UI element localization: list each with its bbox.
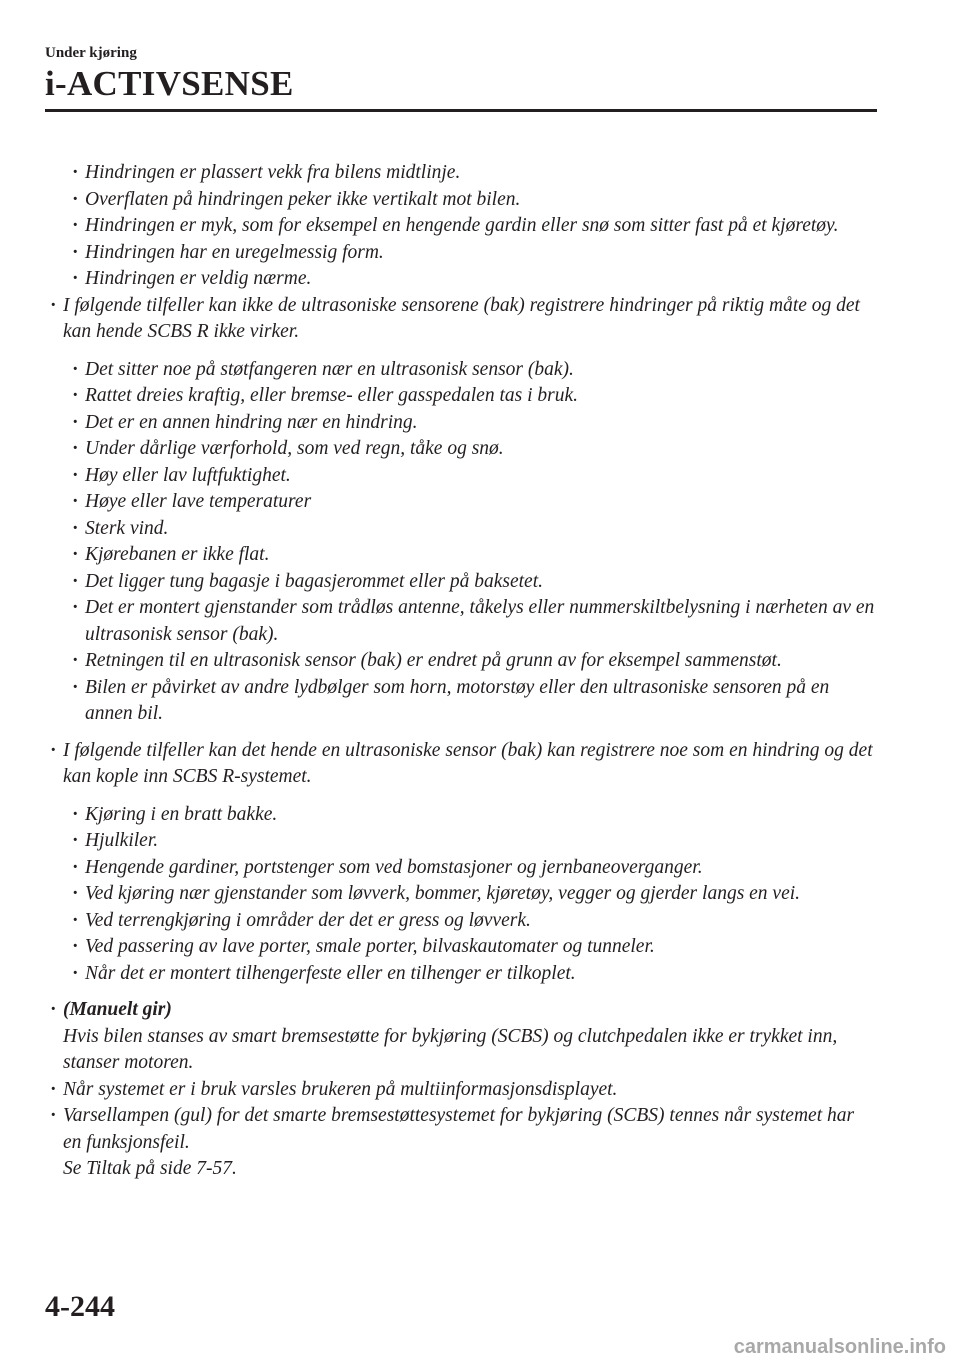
list-item: · Høy eller lav luftfuktighet. [45, 463, 875, 490]
sub-list-1 [45, 160, 875, 293]
bullet-ultrasonic-limitations: · I følgende tilfeller kan ikke de ultrasoniske sensorene (bak) registrere hindringer på riktig måte og det kan hende SCBS R ikke virker. [45, 293, 875, 346]
list-item: · Det er en annen hindring nær en hindring. [45, 410, 875, 437]
list-item: · Hindringen er veldig nærme. [45, 266, 875, 293]
manual-heading: · (Manuelt gir) [63, 999, 172, 1020]
list-item: · Overflaten på hindringen peker ikke vertikalt mot bilen. [45, 187, 875, 214]
page-header [45, 44, 877, 104]
list-item: · Hjulkiler. [45, 828, 875, 855]
list-item: · Ved kjøring nær gjenstander som løvverk, bommer, kjøretøy, vegger og gjerder langs en vei. [45, 881, 875, 908]
list-item: · Ved terrengkjøring i områder der det er gress og løvverk. [45, 908, 875, 935]
list-item: · Hindringen har en uregelmessig form. [45, 240, 875, 267]
bullet-false-detection: · I følgende tilfeller kan det hende en ultrasoniske sensor (bak) kan registrere noe som en hindring og det kan kople inn SCBS R-systemet. [45, 738, 875, 791]
page-number: 4-244 [45, 1290, 115, 1323]
list-item: · Retningen til en ultrasonisk sensor (bak) er endret på grunn av for eksempel sammenstøt. [45, 648, 875, 675]
list-item: · Hengende gardiner, portstenger som ved bomstasjoner og jernbaneoverganger. [45, 855, 875, 882]
bullet-manual-transmission [45, 997, 875, 1077]
bullet-display-warning: · Når systemet er i bruk varsles brukeren på multiinformasjonsdisplayet. [45, 1077, 875, 1104]
list-item: · Høye eller lave temperaturer [45, 489, 875, 516]
bullet-warning-lamp [45, 1103, 875, 1183]
list-item: · Bilen er påvirket av andre lydbølger som horn, motorstøy eller den ultrasoniske sensoren på en annen bil. [45, 675, 875, 728]
manual-text: Hvis bilen stanses av smart bremsestøtte for bykjøring (SCBS) og clutchpedalen ikke er trykket inn, stanser motoren. [63, 1025, 838, 1073]
list-item: · Sterk vind. [45, 516, 875, 543]
sub-list-3 [45, 802, 875, 988]
list-item: · Kjøring i en bratt bakke. [45, 802, 875, 829]
sub-list-2 [45, 357, 875, 728]
list-item: · Kjørebanen er ikke flat. [45, 542, 875, 569]
page-content [45, 160, 875, 1183]
list-item: · Under dårlige værforhold, som ved regn, tåke og snø. [45, 436, 875, 463]
list-item: · Det ligger tung bagasje i bagasjerommet eller på baksetet. [45, 569, 875, 596]
warning-lamp-text: · Varsellampen (gul) for det smarte bremsestøttesystemet for bykjøring (SCBS) tennes når systemet har en funksjonsfeil. [63, 1105, 855, 1153]
section-label: Under kjøring [45, 45, 137, 61]
list-item: · Ved passering av lave porter, smale porter, bilvaskautomater og tunneler. [45, 934, 875, 961]
page-reference-link[interactable]: Se Tiltak på side 7-57. [63, 1158, 237, 1179]
chapter-title: i-ACTIVSENSE [45, 64, 294, 103]
list-item: · Hindringen er myk, som for eksempel en hengende gardin eller snø som sitter fast på et kjøretøy. [45, 213, 875, 240]
list-item: · Rattet dreies kraftig, eller bremse- eller gasspedalen tas i bruk. [45, 383, 875, 410]
list-item: · Når det er montert tilhengerfeste eller en tilhenger er tilkoplet. [45, 961, 875, 988]
list-item: · Det sitter noe på støtfangeren nær en ultrasonisk sensor (bak). [45, 357, 875, 384]
list-item: · Det er montert gjenstander som trådløs antenne, tåkelys eller nummerskiltbelysning i nærheten av en ultrasonisk sensor (bak). [45, 595, 875, 648]
watermark-logo: carmanualsonline.info [733, 1336, 946, 1358]
list-item: · Hindringen er plassert vekk fra bilens midtlinje. [45, 160, 875, 187]
header-rule [45, 109, 877, 112]
